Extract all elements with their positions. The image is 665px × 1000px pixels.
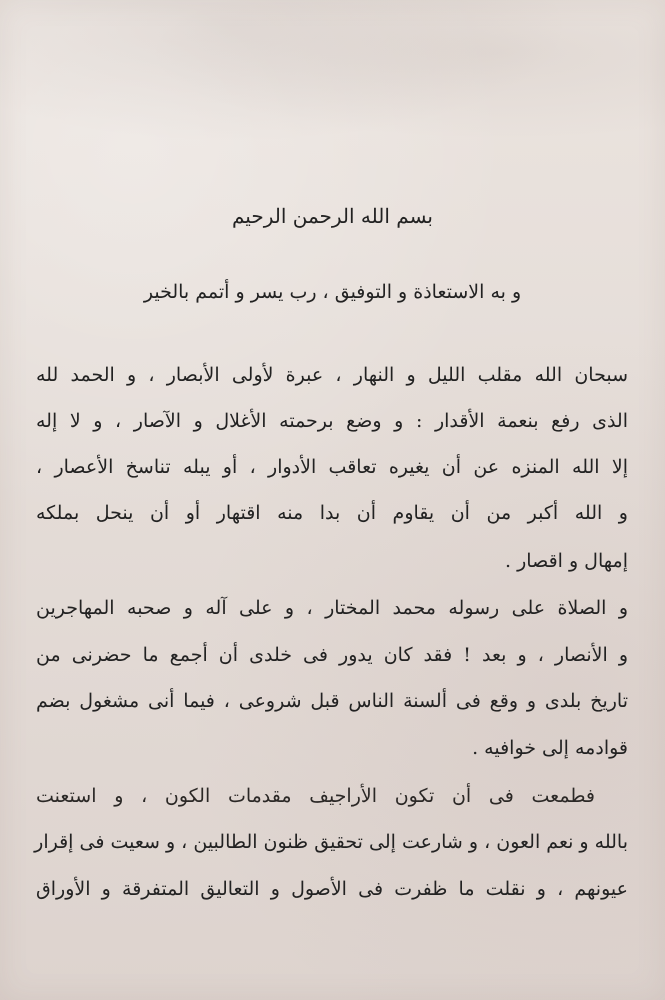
text-line-1: سبحان الله مقلب الليل و النهار ، عبرة لأولى الأبصار ، و الحمد لله <box>36 364 628 386</box>
text-line-10: فطمعت فى أن تكون الأراجيف مقدمات الكون ، و استعنت <box>36 785 595 807</box>
text-line-6: و الصلاة على رسوله محمد المختار ، و على آله و صحبه المهاجرين <box>36 597 628 619</box>
text-line-2: الذى رفع بنعمة الأقدار : و وضع برحمته الأغلال و الآصار ، و لا إله <box>36 410 628 432</box>
invocation-line: و به الاستعاذة و التوفيق ، رب يسر و أتمم بالخير <box>143 281 522 303</box>
text-line-9: قوادمه إلى خوافيه . <box>472 737 628 759</box>
text-line-8: تاريخ بلدى و وقع فى ألسنة الناس قبل شروعى ، فيما أنى مشغول بضم <box>36 690 628 712</box>
text-line-11: بالله و نعم العون ، و شارعت إلى تحقيق ظنون الطالبين ، و سعيت فى إقرار <box>34 831 628 853</box>
text-line-12: عيونهم ، و نقلت ما ظفرت فى الأصول و التعاليق المتفرقة و الأوراق <box>36 878 628 900</box>
text-line-3: إلا الله المنزه عن أن يغيره تعاقب الأدوار ، أو يبله تناسخ الأعصار ، <box>36 456 628 478</box>
text-line-5: إمهال و اقصار . <box>505 550 628 572</box>
text-line-7: و الأنصار ، و بعد ! فقد كان يدور فى خلدى أن أجمع ما حضرنى من <box>36 644 628 666</box>
text-line-4: و الله أكبر من أن يقاوم أن بدا منه اقتهار أو أن ينحل بملكه <box>36 502 628 524</box>
basmala-line: بسم الله الرحمن الرحيم <box>231 204 433 228</box>
